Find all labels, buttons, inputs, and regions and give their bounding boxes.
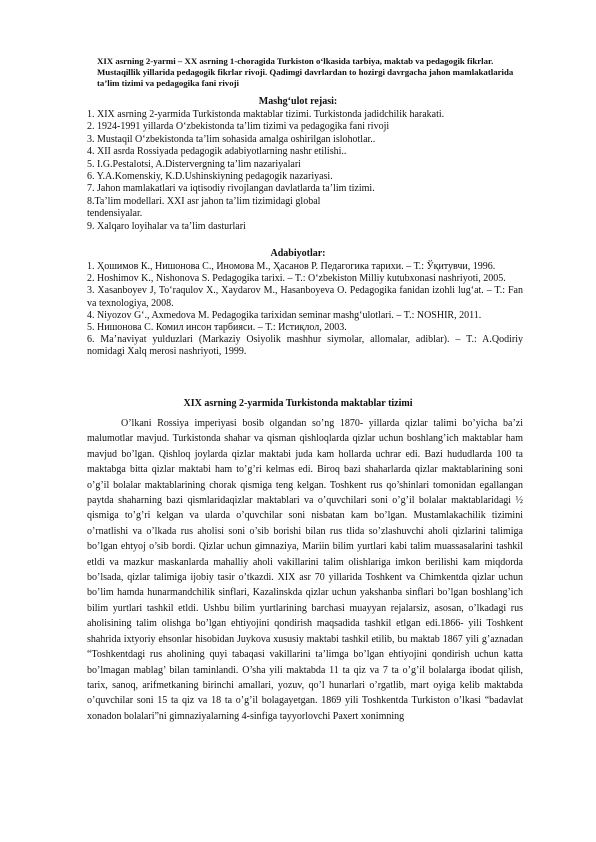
plan-item: 6. Y.A.Komenskiy, K.D.Ushinskiyning pedagogik nazariyasi.	[87, 171, 333, 183]
plan-item: 9. Xalqaro loyihalar va ta’lim dasturlari	[87, 220, 246, 232]
reference-item: 2. Hoshimov K., Nishonova S. Pedagogika tarixi. – T.: O‘zbekiston Milliy kutubxonasi nashriyoti, 2005.	[87, 273, 506, 285]
plan-item: 8.Ta’lim modellari. XXI asr jahon ta’lim tizimidagi global	[87, 195, 321, 207]
reference-item: 6. Ma’naviyat yulduzlari (Markaziy Osiyolik mashhur siymolar, allomalar, adiblar). – T.: A.Qodiriy nomidagi Xalq merosi nashriyoti, 1999.	[87, 334, 523, 358]
plan-item: 7. Jahon mamlakatlari va iqtisodiy rivojlangan davlatlarda ta’lim tizimi.	[87, 183, 375, 195]
references-list	[87, 261, 523, 359]
section-title: XIX asrning 2-yarmida Turkistonda maktablar tizimi	[183, 398, 413, 409]
plan-item: 4. XII asrda Rossiyada pedagogik adabiyotlarning nashr etilishi..	[87, 146, 347, 158]
plan-item: tendensiyalar.	[87, 208, 143, 220]
plan-list	[87, 109, 517, 233]
reference-item: 1. Ҳошимов К., Нишонова С., Иномова М., Ҳасанов Р. Педагогика тарихи. – Т.: Ўқитувчи, 1996.	[87, 261, 496, 272]
reference-item: 3. Xasanboyev J, To‘raqulov X., Xaydarov M., Hasanboyeva O. Pedagogika fanidan izohli lug‘at. – T.: Fan va texnologiya, 2008.	[87, 285, 523, 309]
reference-item: 4. Niyozov G‘., Axmedova M. Pedagogika tarixidan seminar mashg‘ulotlari. – T.: NOSHIR, 2011.	[87, 309, 482, 321]
plan-title: Mashg‘ulot rejasi:	[258, 96, 338, 107]
plan-item: 3. Mustaqil O‘zbekistonda ta’lim sohasida amalga oshirilgan islohotlar..	[87, 133, 376, 145]
document-heading: XIX asrning 2-yarmi – XX asrning 1-choragida Turkiston o‘lkasida tarbiya, maktab va pedagogik fikrlar. Mustaqillik yillarida pedagogik fikrlar rivoji. Qadimgi davrlardan to hozirgi davrgacha jahon mamlakatlarida ta’lim tizimi va pedagogika fani rivoji	[97, 56, 514, 88]
reference-item: 5. Нишонова С. Комил инсон тарбияси. – Т.: Истиқлол, 2003.	[87, 322, 347, 334]
plan-item: 2. 1924-1991 yillarda O‘zbekistonda ta’lim tizimi va pedagogika fani rivoji	[87, 121, 390, 133]
body-paragraph: O’lkani Rossiya imperiyasi bosib olgandan so’ng 1870- yillarda qizlar talimi bo’yicha ba’zi malumotlar mavjud. Turkistonda shahar va qisman qishloqlarda qizlar uchun boshlang’ich maktablar ham mavjud bo’lgan. Qishloq joylarda qizlar maktabi juda kam hollarda uchrar edi. Bazi hududlarda 100 ta maktabga bitta qizlar maktabi ham to’g’ri kelmas edi. Biroq bazi shaharlarda qizlar maktablarining soni o’g’il bolalar maktablarining chorak qismiga teng kelgan. Toshkent rus qo’shinlari tomonidan egallangan paytda shaharning bazi qismlaridaqizlar maktablari va o’quvchilari soni o’g’il bolalar maktablaridagi ½ qismiga to’g’ri kelgan va ularda o’quvchilar soni nisbatan kam bo’lgan. Mustamlakachilik tizimini o’rnatlishi va o’lkada rus aholisi soni o’sib borishi bilan rus tlida so’zlashuvchi aholi qizlarini talimiga bo’lgan ehtyoj o’sib bordi. Qizlar uchun gimnaziya, Mariin bilim yurtlari kabi talim muassasalarini tashkil etldi va mazkur maskanlarda mahalliy aholi vakillarini talim olishlariga imkon berilishi kam miqdorda bo’lsada, qizlar talimiga ijobiy tasir o’tkazdi. XIX asr 70 yillarida Toshkent va Chimkentda qizlar uchun bo’lim hamda hunarmandchilik sinflari, Kazalinskda qizlar uchun yakshanba sinflari bo’lgan boshlang’ich bilim yurtlari tashkil etldi. Ushbu bilim yurtlarining barchasi muayyan rejalarsiz, asosan, o’lkadagi rus aholisining talim olishga bo’lgan ehtiyojini qondirish maqsadida tashkil etlgan edi.1866- yili Toshkent shahrida ixtyoriy ehsonlar hisobidan Juykova xususiy maktabi tashkil etilib, bu maktab 1867 yili g’aznadan “Toshkentdagi rus aholining quyi tabaqasi vakillarini ta’limga bo’lgan ehtiyojini qondirish uchun katta bo’lmagan mablag’ bilan taminlandi. O’sha yili maktabda 11 ta qiz va 7 ta o’g’il bolalarga ibodat qilish, tarix, sanoq, arifmetkaning birinchi amallari, yozuv, qo’l hunarlari o’rgatlib, mart oyiga kelib maktabda o’quvchilar soni 15 ta qiz va 18 ta o’g’il bolagayetgan. 1869 yili Toshkentda Turkiston o’lkasi “badavlat xonadon bolalari”ni gimnaziyalarning 4-sinfiga tayyorlovchi Paxert xonimning	[87, 418, 523, 722]
plan-item: 5. I.G.Pestalotsi, A.Distervergning ta’lim nazariyalari	[87, 158, 301, 170]
references-title: Adabiyotlar:	[270, 248, 326, 259]
plan-item: 1. XIX asrning 2-yarmida Turkistonda maktablar tizimi. Turkistonda jadidchilik harakati.	[87, 109, 445, 120]
